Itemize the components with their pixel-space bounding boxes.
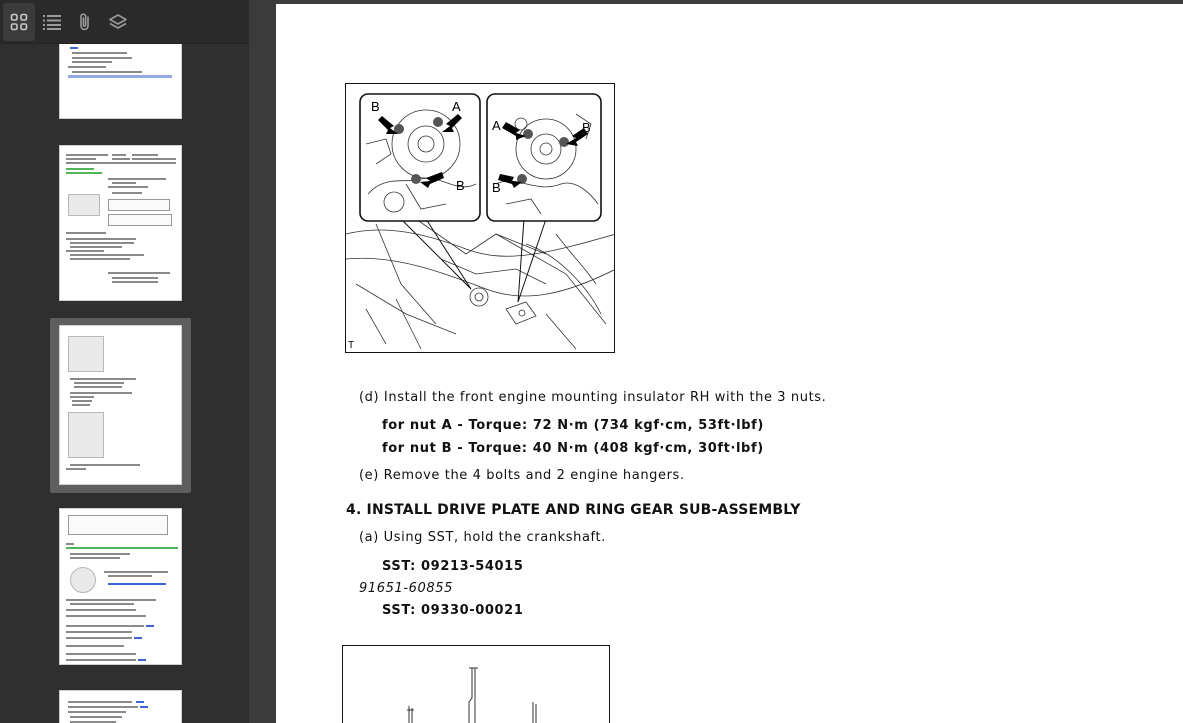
part-number: 91651-60855 (359, 581, 454, 596)
sst-number-2: SST: 09330-00021 (382, 603, 524, 618)
thumbnails-view-button[interactable] (3, 3, 35, 41)
outline-view-button[interactable] (36, 3, 68, 41)
document-page (276, 0, 1183, 723)
figure-tag: T (348, 340, 355, 351)
nut-label-b-left-lower: B (456, 178, 465, 193)
step-e-text: (e) Remove the 4 bolts and 2 engine hangers. (359, 468, 685, 483)
page-thumbnail[interactable] (59, 508, 182, 665)
layers-icon (108, 13, 128, 31)
nut-label-b-left: B (371, 99, 380, 114)
page-thumbnail-current[interactable] (59, 325, 182, 485)
sidebar-splitter[interactable] (249, 0, 276, 723)
page-thumbnail[interactable] (59, 44, 182, 119)
step-d-text: (d) Install the front engine mounting insulator RH with the 3 nuts. (359, 390, 827, 405)
attachment-icon (77, 12, 93, 32)
drive-plate-illustration (342, 645, 610, 723)
thumbnails-icon (10, 13, 28, 31)
thumbnail-sidebar (0, 0, 249, 723)
torque-spec-nut-a: for nut A - Torque: 72 N·m (734 kgf·cm, 53ft·lbf) (382, 418, 764, 433)
step-a-text: (a) Using SST, hold the crankshaft. (359, 530, 606, 545)
nut-label-a-left: A (452, 99, 461, 114)
sidebar-toolbar (0, 0, 249, 44)
engine-mount-drawing (346, 84, 615, 353)
nut-label-b-right: B (582, 120, 591, 135)
torque-spec-nut-b: for nut B - Torque: 40 N·m (408 kgf·cm, 30ft·lbf) (382, 441, 764, 456)
section-heading-4: 4. INSTALL DRIVE PLATE AND RING GEAR SUB-ASSEMBLY (346, 502, 801, 518)
engine-mount-illustration (345, 83, 615, 353)
outline-list-icon (42, 13, 62, 31)
nut-label-a-right: A (492, 118, 501, 133)
attachments-view-button[interactable] (69, 3, 101, 41)
page-thumbnail[interactable] (59, 145, 182, 301)
layers-view-button[interactable] (102, 3, 134, 41)
nut-label-b-right-lower: B (492, 180, 501, 195)
thumbnail-list (0, 44, 249, 723)
sst-number-1: SST: 09213-54015 (382, 559, 524, 574)
drive-plate-drawing (343, 646, 610, 723)
page-thumbnail[interactable] (59, 690, 182, 723)
